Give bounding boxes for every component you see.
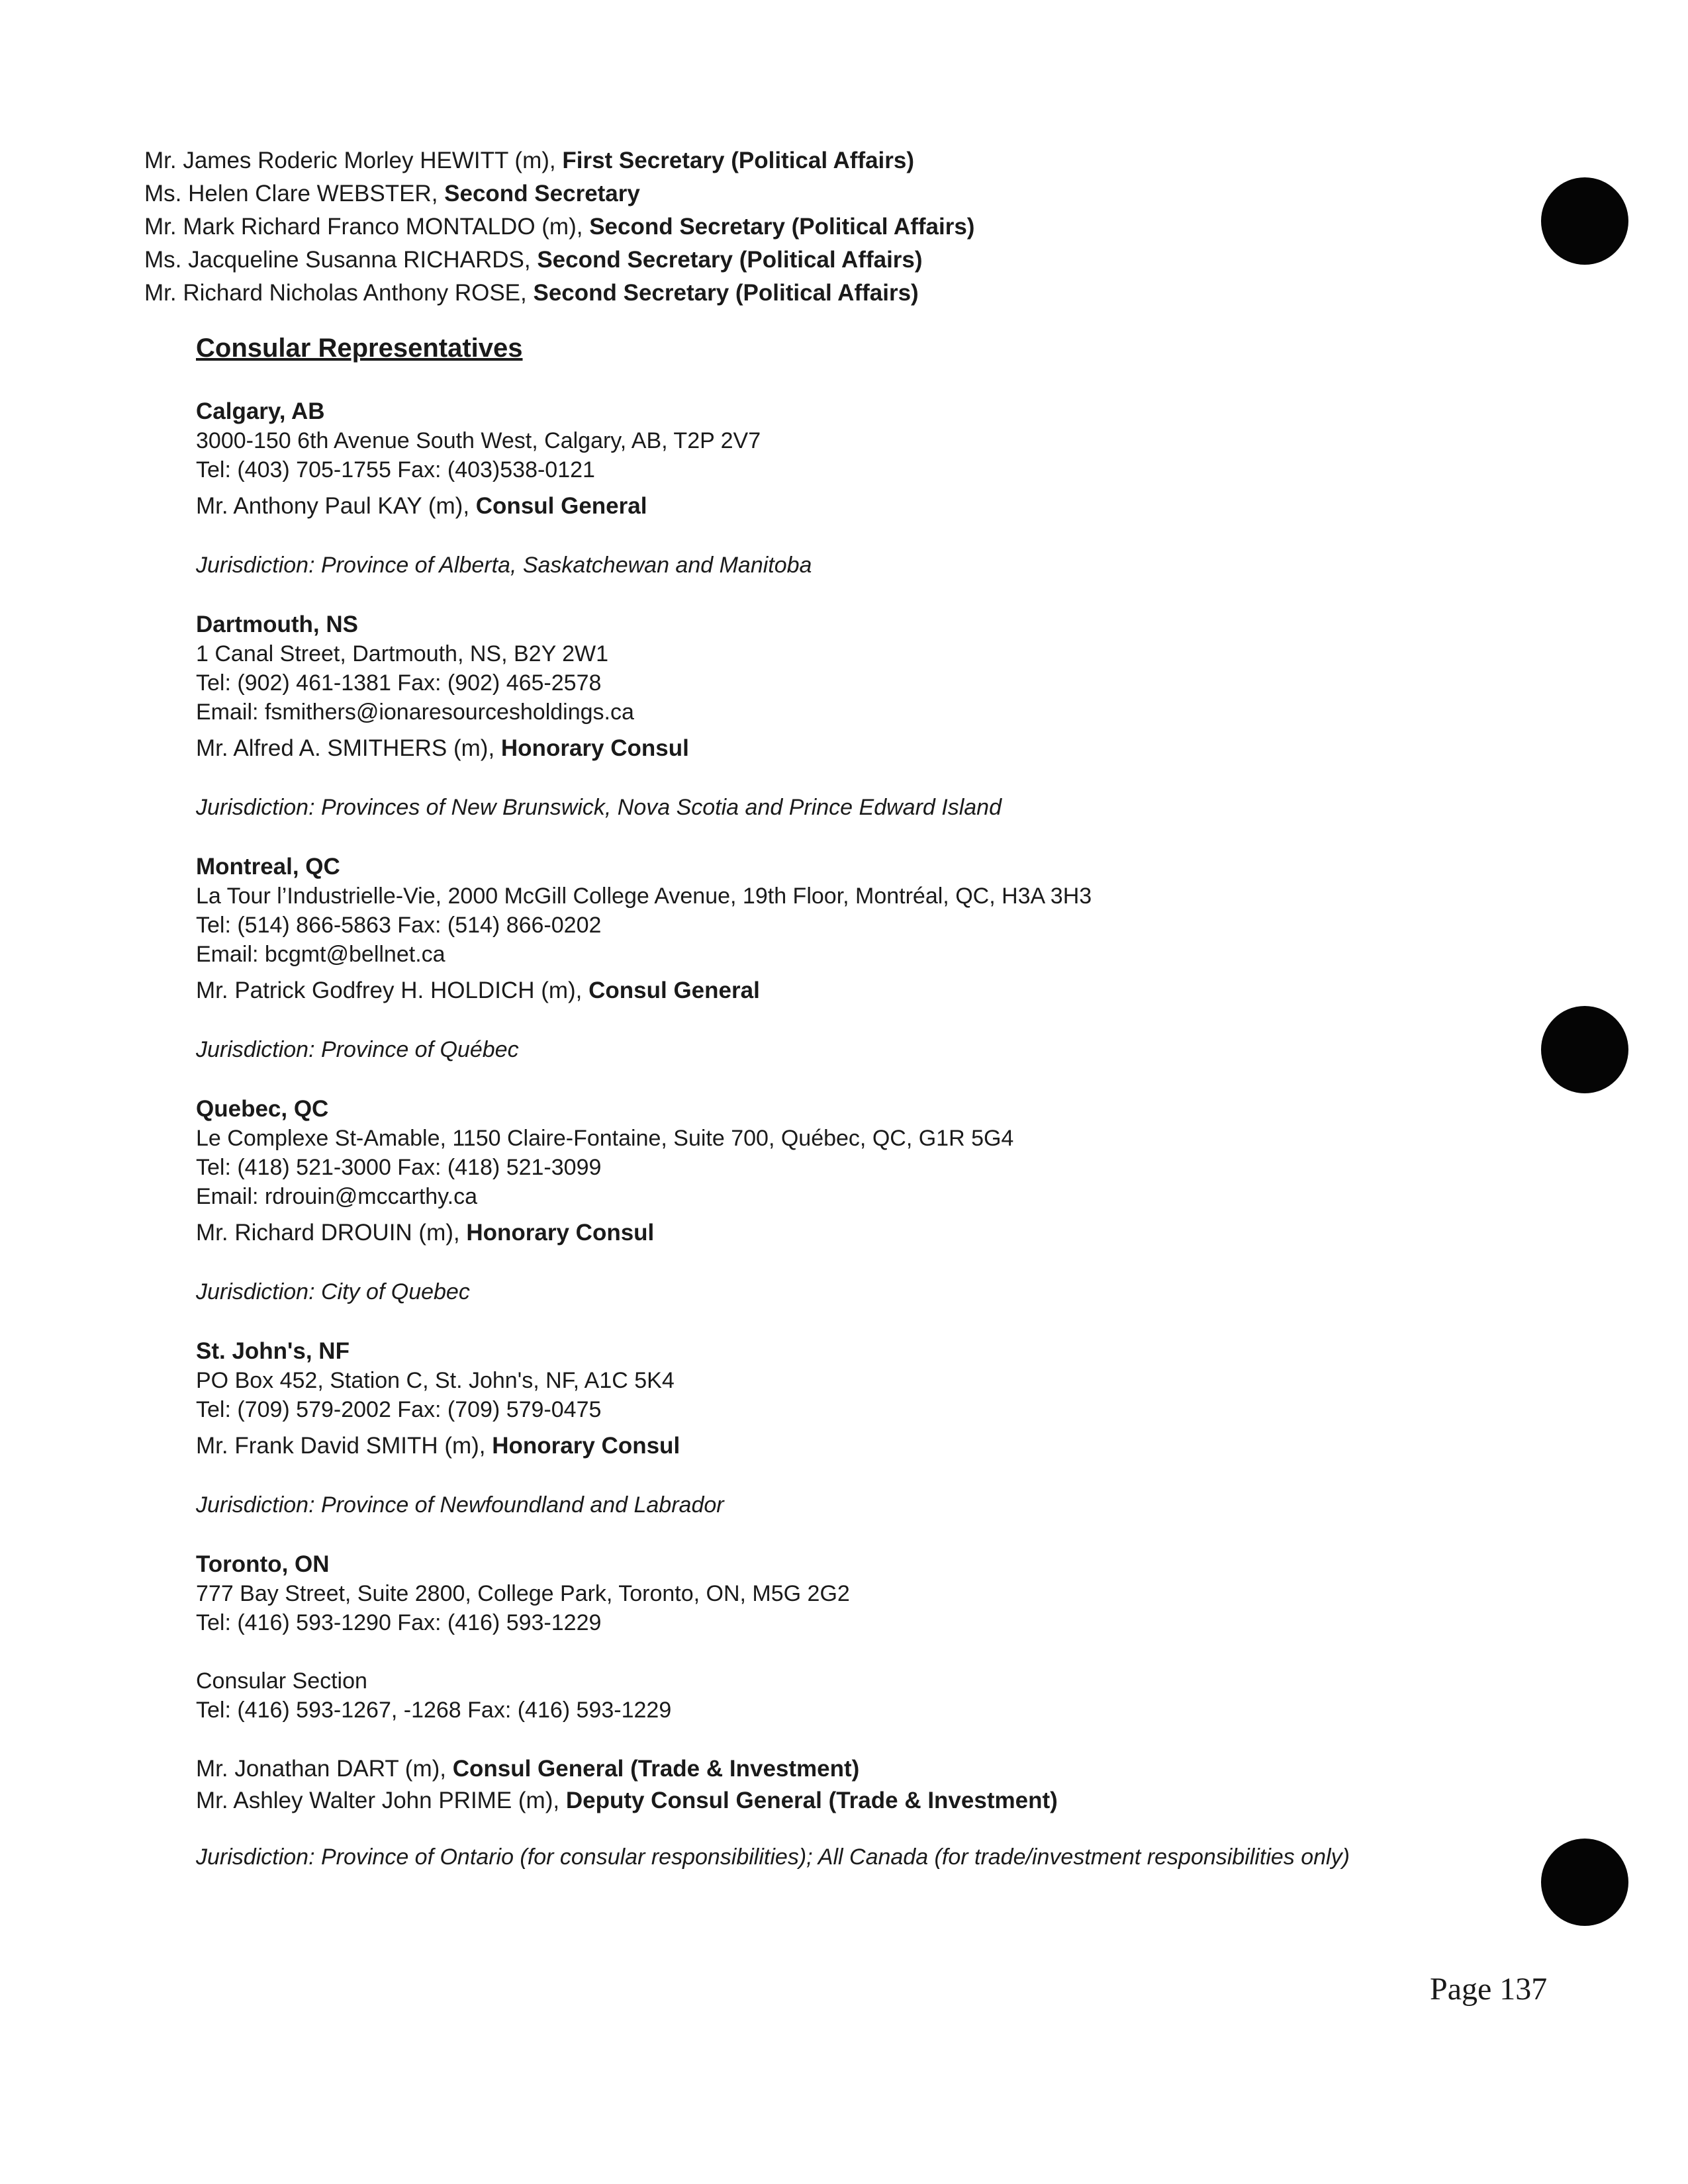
page-number: Page 137 <box>1430 1972 1548 2007</box>
punch-hole-bottom <box>1541 1839 1628 1926</box>
consular-section-heading: Consular Section <box>196 1668 367 1694</box>
office-email: Email: bcgmt@bellnet.ca <box>196 942 445 967</box>
office-montreal <box>196 852 1520 1064</box>
office-city: Dartmouth, NS <box>196 612 358 637</box>
consular-section-phone: Tel: (416) 593-1267, -1268 Fax: (416) 593-1229 <box>196 1698 672 1723</box>
office-address: PO Box 452, Station C, St. John's, NF, A1C 5K4 <box>196 1368 675 1393</box>
office-city: Calgary, AB <box>196 398 325 424</box>
office-jurisdiction: Jurisdiction: Province of Ontario (for consular responsibilities); All Canada (for trade/investment responsibilities only) <box>196 1844 1350 1870</box>
office-person: Mr. Anthony Paul KAY (m), Consul General <box>196 493 647 519</box>
staff-list <box>144 144 1468 310</box>
office-address: La Tour l’Industrielle-Vie, 2000 McGill College Avenue, 19th Floor, Montréal, QC, H3A 3H3 <box>196 884 1092 909</box>
office-jurisdiction: Jurisdiction: Province of Québec <box>196 1037 519 1062</box>
office-address: 777 Bay Street, Suite 2800, College Park, Toronto, ON, M5G 2G2 <box>196 1581 850 1606</box>
office-person: Mr. Jonathan DART (m), Consul General (Trade & Investment) <box>196 1756 860 1782</box>
office-phone: Tel: (403) 705-1755 Fax: (403)538-0121 <box>196 457 595 482</box>
office-person: Mr. Ashley Walter John PRIME (m), Deputy Consul General (Trade & Investment) <box>196 1788 1058 1813</box>
staff-entry: Mr. Mark Richard Franco MONTALDO (m), Second Secretary (Political Affairs) <box>144 214 975 240</box>
office-email: Email: fsmithers@ionaresourcesholdings.ca <box>196 700 634 725</box>
office-address: Le Complexe St-Amable, 1150 Claire-Fontaine, Suite 700, Québec, QC, G1R 5G4 <box>196 1126 1014 1151</box>
office-dartmouth <box>196 610 1520 822</box>
staff-entry: Ms. Helen Clare WEBSTER, Second Secretary <box>144 181 640 206</box>
office-phone: Tel: (902) 461-1381 Fax: (902) 465-2578 <box>196 670 602 696</box>
punch-hole-top <box>1541 177 1628 265</box>
office-st-johns <box>196 1337 1520 1520</box>
consular-section <box>196 331 1520 1902</box>
office-city: Montreal, QC <box>196 854 340 880</box>
punch-hole-middle <box>1541 1006 1628 1093</box>
office-city: Toronto, ON <box>196 1551 330 1577</box>
office-address: 1 Canal Street, Dartmouth, NS, B2Y 2W1 <box>196 641 608 666</box>
office-person: Mr. Alfred A. SMITHERS (m), Honorary Consul <box>196 735 689 761</box>
office-calgary <box>196 397 1520 580</box>
office-jurisdiction: Jurisdiction: City of Quebec <box>196 1279 470 1304</box>
office-jurisdiction: Jurisdiction: Province of Newfoundland and Labrador <box>196 1492 724 1518</box>
office-person: Mr. Richard DROUIN (m), Honorary Consul <box>196 1220 655 1246</box>
staff-entry: Mr. Richard Nicholas Anthony ROSE, Second Secretary (Political Affairs) <box>144 280 919 306</box>
staff-entry: Mr. James Roderic Morley HEWITT (m), First Secretary (Political Affairs) <box>144 148 915 173</box>
section-title: Consular Representatives <box>196 334 523 363</box>
office-city: St. John's, NF <box>196 1338 350 1364</box>
office-email: Email: rdrouin@mccarthy.ca <box>196 1184 477 1209</box>
office-jurisdiction: Jurisdiction: Province of Alberta, Saskatchewan and Manitoba <box>196 553 812 578</box>
office-city: Quebec, QC <box>196 1096 329 1122</box>
office-person: Mr. Patrick Godfrey H. HOLDICH (m), Consul General <box>196 978 760 1003</box>
office-phone: Tel: (416) 593-1290 Fax: (416) 593-1229 <box>196 1610 602 1635</box>
office-toronto <box>196 1550 1520 1872</box>
office-quebec <box>196 1095 1520 1306</box>
office-address: 3000-150 6th Avenue South West, Calgary, AB, T2P 2V7 <box>196 428 761 453</box>
office-person: Mr. Frank David SMITH (m), Honorary Consul <box>196 1433 680 1459</box>
office-jurisdiction: Jurisdiction: Provinces of New Brunswick, Nova Scotia and Prince Edward Island <box>196 795 1002 820</box>
office-phone: Tel: (418) 521-3000 Fax: (418) 521-3099 <box>196 1155 602 1180</box>
staff-entry: Ms. Jacqueline Susanna RICHARDS, Second Secretary (Political Affairs) <box>144 247 923 273</box>
office-phone: Tel: (709) 579-2002 Fax: (709) 579-0475 <box>196 1397 602 1422</box>
office-phone: Tel: (514) 866-5863 Fax: (514) 866-0202 <box>196 913 602 938</box>
